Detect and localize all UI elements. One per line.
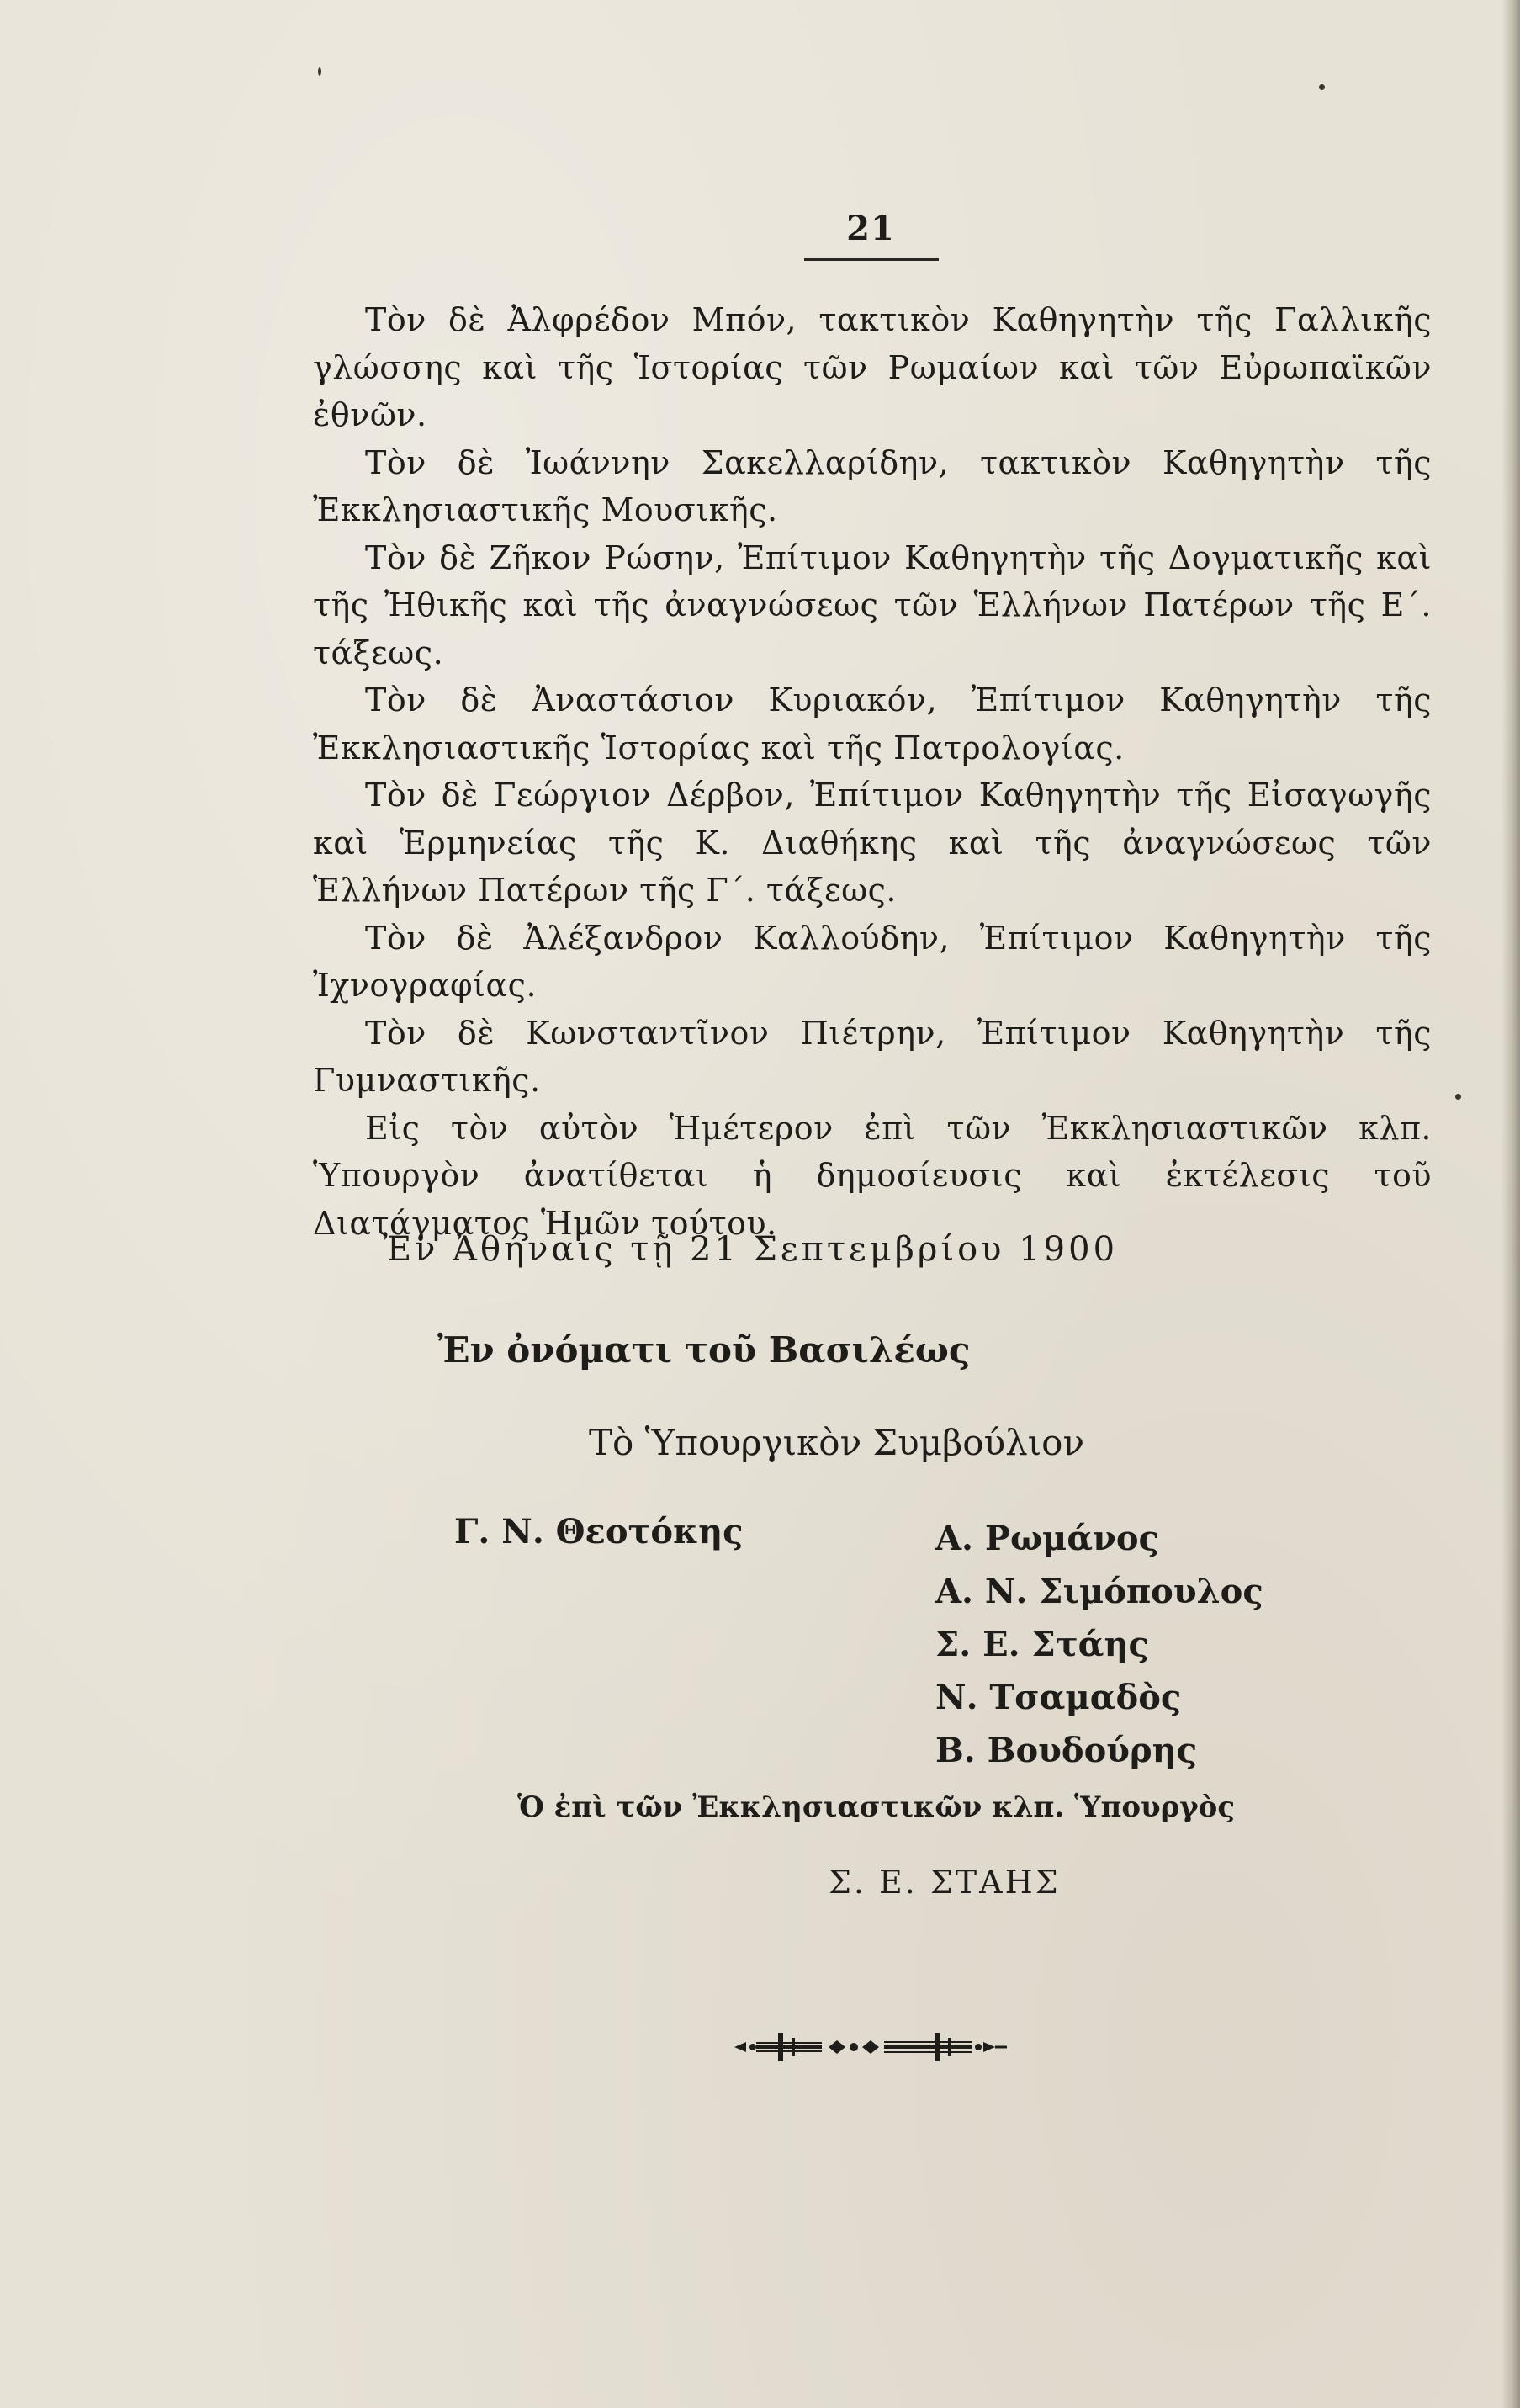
minister-name: Σ. Ε. ΣΤΑΗΣ — [829, 1864, 1061, 1901]
prime-minister-signature: Γ. Ν. Θεοτόκης — [454, 1512, 744, 1551]
paragraph: Τὸν δὲ Ἀλφρέδον Μπόν, τακτικὸν Καθηγητὴν τῆς Γαλλικῆς γλώσσης καὶ τῆς Ἱστορίας τῶν Ρωμαίων καὶ τῶν Εὐρωπαϊκῶν ἐθνῶν. — [313, 301, 1432, 433]
paragraph: Τὸν δὲ Γεώργιον Δέρβον, Ἐπίτιμον Καθηγητὴν τῆς Εἰσαγωγῆς καὶ Ἑρμηνείας τῆς Κ. Διαθήκης καὶ τῆς ἀναγνώσεως τῶν Ἑλλήνων Πατέρων τῆς Γ΄. τάξεως. — [313, 777, 1432, 909]
paragraph: Τὸν δὲ Ἰωάννην Σακελλαρίδην, τακτικὸν Καθηγητὴν τῆς Ἐκκλησιαστικῆς Μουσικῆς. — [313, 443, 1432, 528]
minister-signatures — [935, 1512, 1263, 1777]
paragraph: Τὸν δὲ Ζῆκον Ρώσην, Ἐπίτιμον Καθηγητὴν τῆς Δογματικῆς καὶ τῆς Ἠθικῆς καὶ τῆς ἀναγνώσεως τῶν Ἑλλήνων Πατέρων τῆς Ε΄. τάξεως. — [313, 538, 1432, 671]
minister-title: Ὁ ἐπὶ τῶν Ἐκκλησιαστικῶν κλπ. Ὑπουργὸς — [517, 1790, 1236, 1824]
date-line: Ἐν Ἀθήναις τῇ 21 Σεπτεμβρίου 1900 — [383, 1230, 1119, 1269]
decree-body — [313, 296, 1432, 1247]
page-number-rule — [804, 258, 939, 261]
page-edge-shadow — [1501, 0, 1520, 2408]
paragraph: Τὸν δὲ Κωνσταντῖνον Πιέτρην, Ἐπίτιμον Καθηγητὴν τῆς Γυμναστικῆς. — [313, 1014, 1432, 1099]
paragraph: Τὸν δὲ Ἀλέξανδρον Καλλούδην, Ἐπίτιμον Καθηγητὴν τῆς Ἰχνογραφίας. — [313, 919, 1432, 1004]
king-heading: Ἐν ὀνόματι τοῦ Βασιλέως — [437, 1329, 971, 1371]
council-heading: Τὸ Ὑπουργικὸν Συμβούλιον — [589, 1422, 1085, 1463]
page-number: 21 — [846, 209, 895, 248]
paragraph: Τὸν δὲ Ἀναστάσιον Κυριακόν, Ἐπίτιμον Καθηγητὴν τῆς Ἐκκλησιαστικῆς Ἱστορίας καὶ τῆς Πατρολογίας. — [313, 682, 1432, 766]
paper-speck — [1455, 1094, 1461, 1100]
signature-item: Α. Ν. Σιμόπουλος — [935, 1572, 1263, 1611]
signature-item: Α. Ρωμάνος — [935, 1519, 1159, 1558]
paper-speck — [1319, 84, 1325, 90]
signature-item: Σ. Ε. Στάης — [935, 1625, 1149, 1664]
ornament-divider — [728, 2026, 1014, 2068]
paper-speck — [318, 67, 321, 76]
signature-item: Β. Βουδούρης — [935, 1731, 1198, 1770]
signature-item: Ν. Τσαμαδὸς — [935, 1678, 1182, 1717]
paragraph: Εἰς τὸν αὐτὸν Ἡμέτερον ἐπὶ τῶν Ἐκκλησιαστικῶν κλπ. Ὑπουργὸν ἀνατίθεται ἡ δημοσίευσις καὶ ἐκτέλεσις τοῦ Διατάγματος Ἡμῶν τούτου. — [313, 1109, 1432, 1242]
